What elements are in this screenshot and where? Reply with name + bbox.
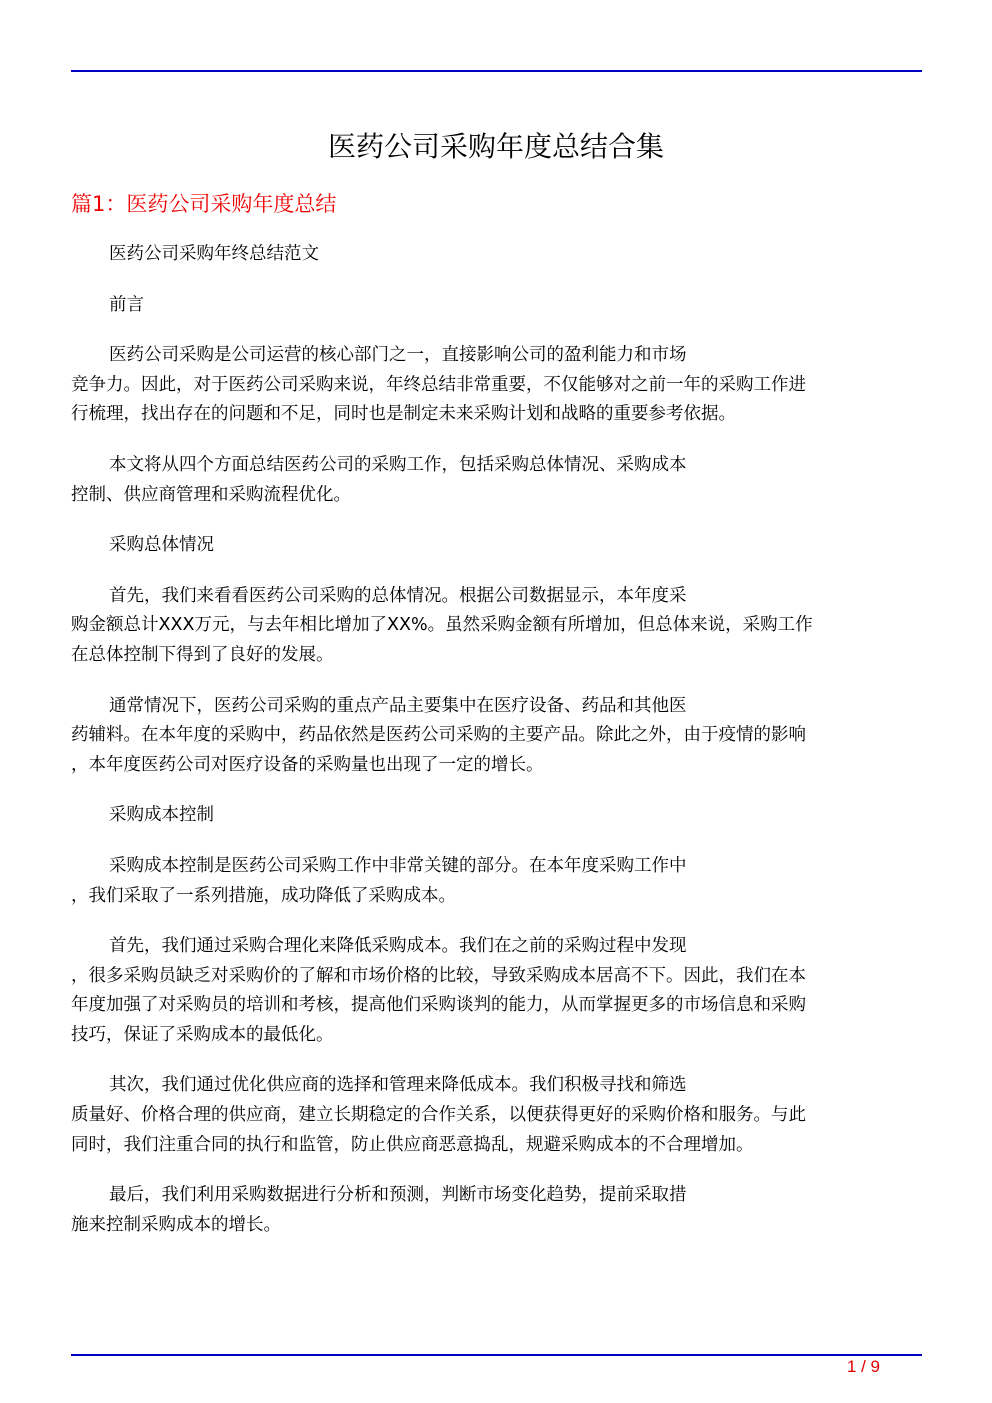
paragraph-line: 施来控制采购成本的增长。 — [71, 1214, 281, 1235]
paragraph-line: 首先，我们通过采购合理化来降低采购成本。我们在之前的采购过程中发现 — [109, 936, 687, 957]
paragraph-line: 在总体控制下得到了良好的发展。 — [71, 644, 334, 665]
section-heading: 篇1：医药公司采购年度总结 — [71, 192, 337, 216]
paragraph-line: ，很多采购员缺乏对采购价的了解和市场价格的比较，导致采购成本居高不下。因此，我们在本 — [71, 965, 806, 986]
paragraph — [71, 692, 922, 781]
paragraph — [71, 451, 922, 510]
paragraph — [71, 852, 922, 911]
paragraph-line: ，本年度医药公司对医疗设备的采购量也出现了一定的增长。 — [71, 754, 544, 775]
page-number: 1 / 9 — [846, 1357, 880, 1376]
paragraph-line: 行梳理，找出存在的问题和不足，同时也是制定未来采购计划和战略的重要参考依据。 — [71, 404, 736, 425]
paragraph — [71, 240, 922, 270]
paragraph — [71, 1071, 922, 1160]
document-body — [71, 240, 922, 1261]
paragraph — [71, 932, 922, 1050]
paragraph-line: ，我们采取了一系列措施，成功降低了采购成本。 — [71, 885, 456, 906]
paragraph-line: 购金额总计XXX万元，与去年相比增加了XX%。虽然采购金额有所增加，但总体来说，采购工作 — [71, 615, 813, 636]
paragraph-line: 最后，我们利用采购数据进行分析和预测，判断市场变化趋势，提前采取措 — [109, 1185, 687, 1206]
paragraph-line: 采购成本控制是医药公司采购工作中非常关键的部分。在本年度采购工作中 — [109, 855, 687, 876]
paragraph — [71, 341, 922, 430]
paragraph — [71, 291, 922, 321]
paragraph-line: 首先，我们来看看医药公司采购的总体情况。根据公司数据显示，本年度采 — [109, 585, 687, 606]
paragraph — [71, 801, 922, 831]
paragraph-line: 医药公司采购年终总结范文 — [109, 244, 319, 264]
paragraph-line: 其次，我们通过优化供应商的选择和管理来降低成本。我们积极寻找和筛选 — [109, 1075, 687, 1096]
paragraph-line: 医药公司采购是公司运营的核心部门之一，直接影响公司的盈利能力和市场 — [109, 345, 687, 366]
paragraph-line: 药辅料。在本年度的采购中，药品依然是医药公司采购的主要产品。除此之外，由于疫情的影响 — [71, 725, 806, 746]
paragraph-line: 采购总体情况 — [109, 535, 214, 556]
footer-rule — [71, 1354, 922, 1356]
paragraph-line: 质量好、价格合理的供应商，建立长期稳定的合作关系，以便获得更好的采购价格和服务。与此 — [71, 1105, 806, 1126]
paragraph-line: 竞争力。因此，对于医药公司采购来说，年终总结非常重要，不仅能够对之前一年的采购工作进 — [71, 374, 806, 395]
paragraph-line: 采购成本控制 — [109, 805, 214, 826]
paragraph-line: 年度加强了对采购员的培训和考核，提高他们采购谈判的能力，从而掌握更多的市场信息和采购 — [71, 995, 806, 1016]
paragraph-line: 通常情况下，医药公司采购的重点产品主要集中在医疗设备、药品和其他医 — [109, 695, 687, 716]
paragraph-line: 技巧，保证了采购成本的最低化。 — [71, 1024, 334, 1045]
header-rule — [71, 70, 922, 72]
document-title: 医药公司采购年度总结合集 — [327, 130, 664, 163]
paragraph-line: 本文将从四个方面总结医药公司的采购工作，包括采购总体情况、采购成本 — [109, 454, 687, 475]
paragraph-line: 同时，我们注重合同的执行和监管，防止供应商恶意捣乱，规避采购成本的不合理增加。 — [71, 1134, 754, 1155]
paragraph-line: 控制、供应商管理和采购流程优化。 — [71, 484, 351, 505]
paragraph-line: 前言 — [109, 294, 144, 315]
paragraph — [71, 1181, 922, 1240]
paragraph — [71, 531, 922, 561]
paragraph — [71, 582, 922, 671]
